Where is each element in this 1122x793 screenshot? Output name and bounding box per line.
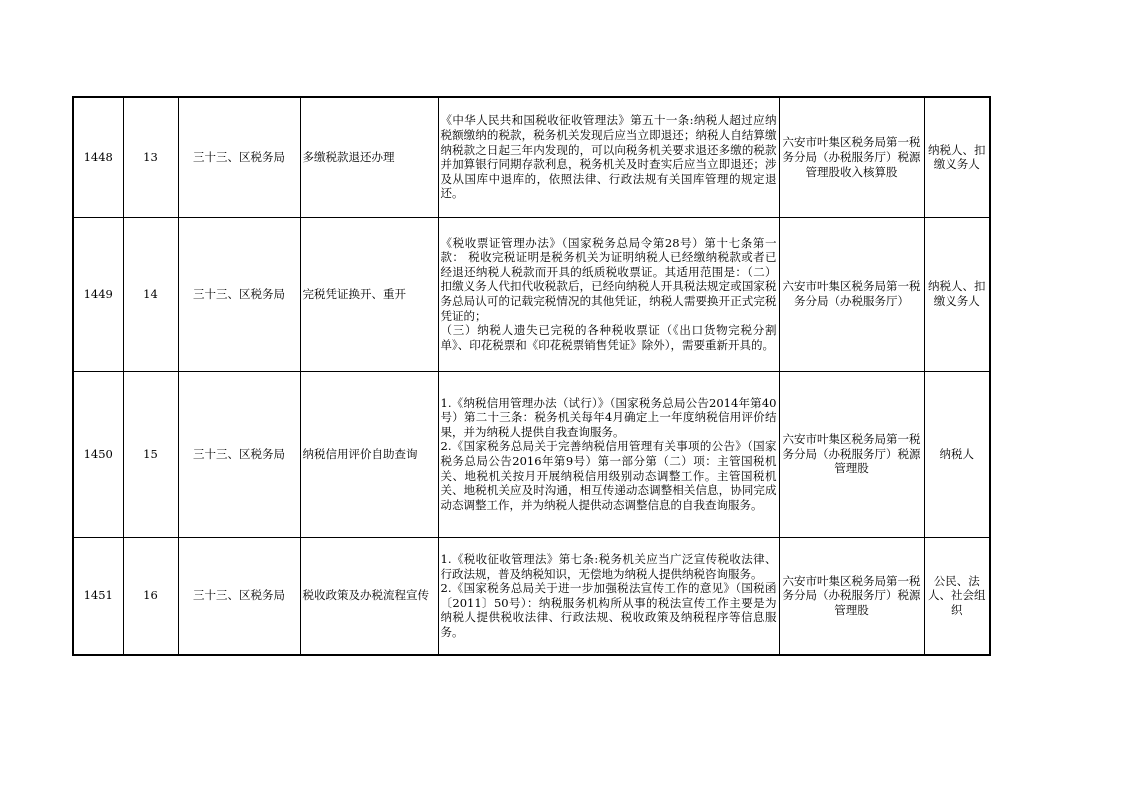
unit-cell: 六安市叶集区税务局第一税务分局（办税服务厅）税源管理股收入核算股 (779, 97, 924, 217)
basis-cell (438, 217, 779, 371)
seq-cell: 1448 (73, 97, 123, 217)
seq-cell: 1449 (73, 217, 123, 371)
table-row (73, 97, 990, 217)
sub-seq-cell: 14 (123, 217, 178, 371)
basis-paragraph: 1.《税收征收管理法》第七条:税务机关应当广泛宣传税收法律、行政法规，普及纳税知识，无偿地为纳税人提供纳税咨询服务。 (440, 551, 777, 581)
basis-paragraph: 《税收票证管理办法》（国家税务总局令第28号）第十七条第一款： 税收完税证明是税务机关为证明纳税人已经缴纳税款或者已经退还纳税人税款而开具的纸质税收票证。其适用范围是：（二）扣缴义务人代扣代收税款后，已经向纳税人开具税法规定或国家税务总局认可的记载完税情况的其他凭证，纳税人需要换开正式完税凭证的； (440, 235, 777, 323)
table-row (73, 217, 990, 371)
item-cell: 完税凭证换开、重开 (300, 217, 438, 371)
unit-cell: 六安市叶集区税务局第一税务分局（办税服务厅） (779, 217, 924, 371)
item-cell: 税收政策及办税流程宣传 (300, 537, 438, 655)
target-cell: 纳税人、扣缴义务人 (924, 217, 990, 371)
item-cell: 纳税信用评价自助查询 (300, 371, 438, 537)
basis-paragraph: 2.《国家税务总局关于进一步加强税法宣传工作的意见》（国税函〔2011〕50号）：纳税服务机构所从事的税法宣传工作主要是为纳税人提供税收法律、行政法规、税收政策及纳税程序等信息服务。 (440, 581, 777, 639)
item-cell: 多缴税款退还办理 (300, 97, 438, 217)
basis-cell (438, 371, 779, 537)
target-cell: 公民、法人、社会组织 (924, 537, 990, 655)
unit-cell: 六安市叶集区税务局第一税务分局（办税服务厅）税源管理股 (779, 537, 924, 655)
seq-cell: 1451 (73, 537, 123, 655)
service-table (72, 96, 991, 656)
sub-seq-cell: 15 (123, 371, 178, 537)
target-cell: 纳税人、扣缴义务人 (924, 97, 990, 217)
basis-paragraph: 《中华人民共和国税收征收管理法》第五十一条:纳税人超过应纳税额缴纳的税款，税务机关发现后应当立即退还；纳税人自结算缴纳税款之日起三年内发现的，可以向税务机关要求退还多缴的税款并加算银行同期存款利息，税务机关及时查实后应当立即退还；涉及从国库中退库的，依照法律、行政法规有关国库管理的规定退还。 (440, 113, 777, 201)
sub-seq-cell: 16 (123, 537, 178, 655)
department-cell: 三十三、区税务局 (178, 97, 300, 217)
department-cell: 三十三、区税务局 (178, 537, 300, 655)
department-cell: 三十三、区税务局 (178, 371, 300, 537)
department-cell: 三十三、区税务局 (178, 217, 300, 371)
basis-cell (438, 97, 779, 217)
basis-cell (438, 537, 779, 655)
seq-cell: 1450 (73, 371, 123, 537)
table-row (73, 537, 990, 655)
target-cell: 纳税人 (924, 371, 990, 537)
basis-paragraph: （三）纳税人遗失已完税的各种税收票证（《出口货物完税分割单》、印花税票和《印花税票销售凭证》除外），需要重新开具的。 (440, 323, 777, 352)
basis-paragraph: 2.《国家税务总局关于完善纳税信用管理有关事项的公告》（国家税务总局公告2016年第9号）第一部分第（二）项：主管国税机关、地税机关按月开展纳税信用级别动态调整工作。主管国税机关、地税机关应及时沟通，相互传递动态调整相关信息，协同完成动态调整工作，并为纳税人提供动态调整信息的自我查询服务。 (440, 439, 777, 512)
sub-seq-cell: 13 (123, 97, 178, 217)
unit-cell: 六安市叶集区税务局第一税务分局（办税服务厅）税源管理股 (779, 371, 924, 537)
table-row (73, 371, 990, 537)
basis-paragraph: 1.《纳税信用管理办法（试行）》（国家税务总局公告2014年第40号）第二十三条：税务机关每年4月确定上一年度纳税信用评价结果，并为纳税人提供自我查询服务。 (440, 395, 777, 439)
